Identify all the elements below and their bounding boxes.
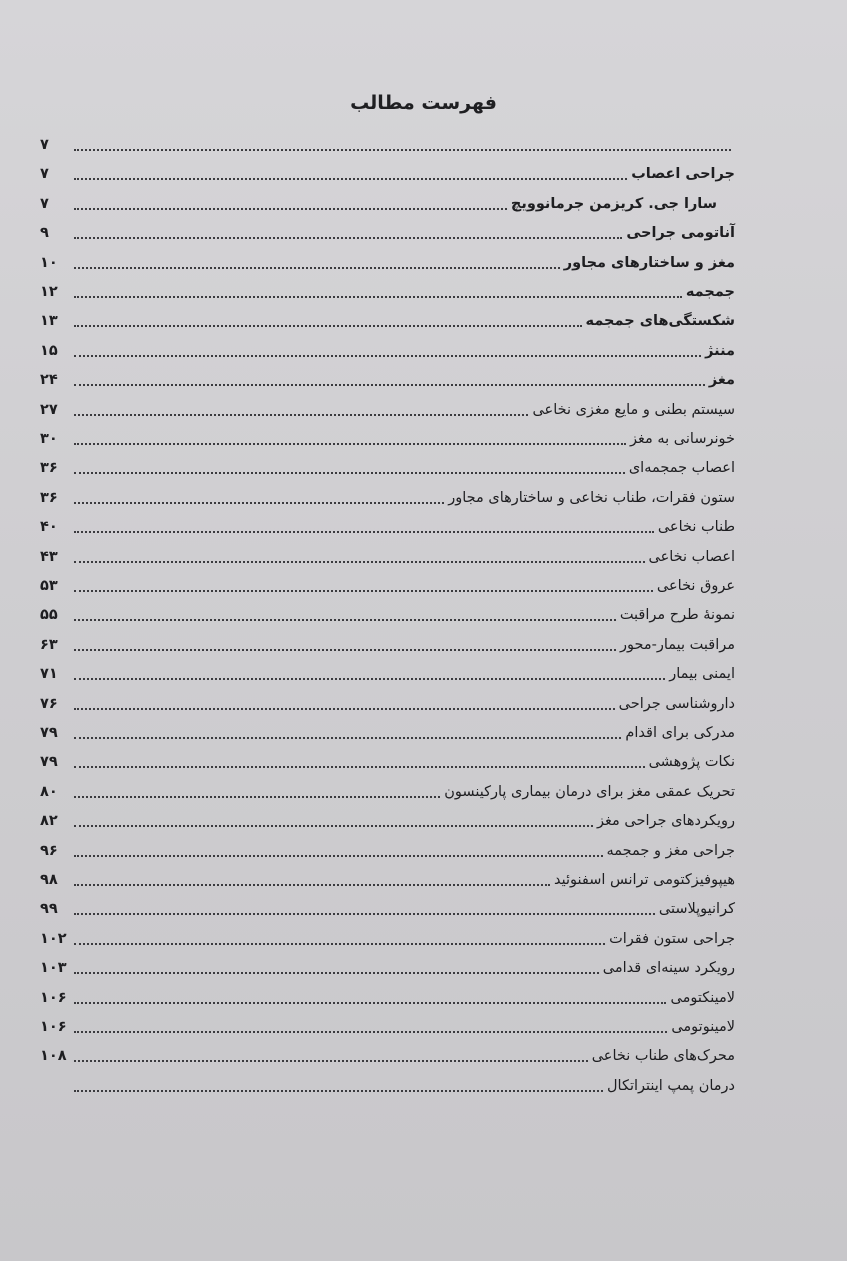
dot-leader <box>74 414 528 416</box>
toc-entry <box>40 399 735 421</box>
toc-entry-page-number: ۷۶ <box>40 695 58 712</box>
dot-leader <box>74 472 625 474</box>
dot-leader <box>74 649 616 651</box>
dot-leader <box>74 884 550 886</box>
toc-entry-label: جراحی ستون فقرات <box>609 930 735 947</box>
toc-entry <box>40 604 735 626</box>
dot-leader <box>74 708 615 710</box>
toc-entry-page-number: ۵۵ <box>40 607 58 624</box>
toc-entry-page-number: ۳۰ <box>40 431 58 447</box>
toc-entry-page-number: ۹ <box>40 225 49 242</box>
dot-leader <box>74 619 616 621</box>
toc-entry-page-number: ۷ <box>40 166 49 183</box>
toc-entry-page-number: ۱۰ <box>40 254 58 271</box>
toc-entry-label: کرانیوپلاستی <box>658 901 735 918</box>
toc-entry <box>40 193 717 215</box>
toc-entry <box>40 163 735 185</box>
toc-entry-label: مغز <box>708 372 735 389</box>
toc-entry-page-number: ۷۹ <box>40 754 58 771</box>
dot-leader <box>74 561 645 563</box>
toc-entry-label: لامینوتومی <box>671 1019 735 1035</box>
toc-entry <box>40 928 735 950</box>
toc-entry <box>40 134 735 156</box>
toc-entry-page-number: ۸۲ <box>40 813 58 830</box>
toc-entry <box>40 457 735 479</box>
dot-leader <box>74 443 626 445</box>
toc-entry-page-number: ۹۶ <box>40 842 58 859</box>
dot-leader <box>74 502 444 504</box>
toc-entry <box>40 516 735 538</box>
dot-leader <box>74 531 654 533</box>
toc-entry-label: لامینکتومی <box>670 989 735 1006</box>
toc-entry-page-number: ۹۸ <box>40 872 58 888</box>
toc-entry-label: نکات پژوهشی <box>648 754 735 771</box>
toc-entry <box>40 722 735 744</box>
toc-entry <box>40 310 735 332</box>
toc-entry-page-number: ۷۹ <box>40 725 58 741</box>
toc-entry <box>40 487 735 509</box>
dot-leader <box>74 325 582 327</box>
toc-entry-page-number: ۷ <box>40 195 49 212</box>
dot-leader <box>74 355 701 357</box>
toc-entry-page-number: ۱۰۲ <box>40 930 67 947</box>
toc-entry-label: رویکردهای جراحی مغز <box>597 813 735 830</box>
toc-entry <box>40 810 735 832</box>
toc-entry-label: جراحی مغز و جمجمه <box>606 842 735 859</box>
toc-entry-label: ستون فقرات، طناب نخاعی و ساختارهای مجاور <box>448 489 735 506</box>
toc-entry-page-number: ۷۱ <box>40 666 58 683</box>
dot-leader <box>74 1090 603 1092</box>
toc-entry <box>40 1045 735 1067</box>
toc-entry-label: شکستگی‌های جمجمه <box>585 313 735 330</box>
dot-leader <box>74 825 593 827</box>
toc-entry-label: رویکرد سینه‌ای قدامی <box>602 960 735 977</box>
toc-entry-label: خونرسانی به مغز <box>630 431 735 447</box>
dot-leader <box>74 237 622 239</box>
toc-entry-label: سیستم بطنی و مایع مغزی نخاعی <box>532 401 735 418</box>
toc-entry <box>40 751 735 773</box>
dot-leader <box>74 766 645 768</box>
toc-entry <box>40 428 735 450</box>
toc-entry-label: عروق نخاعی <box>656 578 735 594</box>
toc-entry-page-number: ۱۰۸ <box>40 1048 67 1065</box>
toc-entry-page-number: ۳۶ <box>40 489 58 506</box>
toc-entry <box>40 840 735 862</box>
page-title: فهرست مطالب <box>350 92 497 114</box>
toc-entry <box>40 898 735 920</box>
toc-entry <box>40 987 735 1009</box>
dot-leader <box>74 267 560 269</box>
dot-leader <box>74 737 621 739</box>
toc-entry-label: مراقبت بیمار-محور <box>619 636 735 653</box>
toc-entry <box>40 781 735 803</box>
toc-entry <box>40 252 735 274</box>
dot-leader <box>74 678 665 680</box>
toc-entry <box>40 546 735 568</box>
toc-entry-label: مغز و ساختارهای مجاور <box>563 254 735 271</box>
toc-entry <box>40 957 735 979</box>
toc-entry <box>40 222 735 244</box>
dot-leader <box>74 384 705 386</box>
toc-entry-label: نمونهٔ طرح مراقبت <box>619 607 735 624</box>
toc-entry-page-number: ۲۴ <box>40 372 58 389</box>
dot-leader <box>74 590 653 592</box>
toc-entry-label: محرک‌های طناب نخاعی <box>591 1048 735 1065</box>
toc-entry <box>40 1075 735 1097</box>
toc-entry-page-number: ۱۵ <box>40 342 58 359</box>
toc-entry-page-number: ۴۳ <box>40 548 58 565</box>
dot-leader <box>74 943 605 945</box>
dot-leader <box>74 913 655 915</box>
toc-entry-page-number: ۹۹ <box>40 901 58 918</box>
toc-entry-label: طناب نخاعی <box>657 519 735 536</box>
dot-leader <box>74 1002 666 1004</box>
toc-entry <box>40 634 735 656</box>
toc-entry-label: ایمنی بیمار <box>669 666 735 683</box>
toc-entry <box>40 575 735 597</box>
toc-entry-page-number: ۵۳ <box>40 578 58 594</box>
toc-entry-page-number: ۴۰ <box>40 519 58 536</box>
toc-entry-label: مننژ <box>705 342 735 359</box>
toc-entry-label: جمجمه <box>685 284 735 300</box>
toc-entry-page-number: ۱۰۶ <box>40 989 67 1006</box>
dot-leader <box>74 796 440 798</box>
toc-entry-label: اعصاب جمجمه‌ای <box>628 460 735 477</box>
dot-leader <box>74 149 731 151</box>
toc-entry-label: جراحی اعصاب <box>631 166 735 183</box>
toc-entry-page-number: ۸۰ <box>40 783 58 800</box>
toc-entry-page-number: ۱۰۳ <box>40 960 67 977</box>
toc-entry <box>40 281 735 303</box>
toc-entry-label: مدرکی برای اقدام <box>625 725 735 741</box>
dot-leader <box>74 855 603 857</box>
toc-entry-page-number: ۱۰۶ <box>40 1019 67 1035</box>
toc-entry-label: داروشناسی جراحی <box>618 695 735 712</box>
dot-leader <box>74 1031 667 1033</box>
toc-entry-label: سارا جی. کریزمن جرمانوویچ <box>510 195 717 212</box>
toc-entry-label: هیپوفیزکتومی ترانس اسفنوئید <box>553 872 735 888</box>
dot-leader <box>74 1060 588 1062</box>
toc-entry-page-number: ۶۳ <box>40 636 58 653</box>
toc-entry-page-number: ۱۳ <box>40 313 58 330</box>
toc-entry-page-number: ۳۶ <box>40 460 58 477</box>
dot-leader <box>74 208 507 210</box>
toc-entry <box>40 663 735 685</box>
toc-entry-label: اعصاب نخاعی <box>648 548 735 565</box>
toc-entry <box>40 869 735 891</box>
toc-entry-page-number: ۲۷ <box>40 401 58 418</box>
toc-entry-label: تحریک عمقی مغز برای درمان بیماری پارکینسون <box>444 783 735 800</box>
toc-entry <box>40 340 735 362</box>
toc-entry <box>40 693 735 715</box>
toc-entry <box>40 369 735 391</box>
dot-leader <box>74 972 599 974</box>
toc-entry <box>40 1016 735 1038</box>
toc-entry-page-number: ۷ <box>40 137 49 153</box>
toc-entry-page-number: ۱۲ <box>40 284 58 300</box>
toc-entry-label: درمان پمپ اینتراتکال <box>606 1077 735 1094</box>
dot-leader <box>74 296 682 298</box>
toc-entry-label: آناتومی جراحی <box>626 225 735 242</box>
dot-leader <box>74 178 627 180</box>
